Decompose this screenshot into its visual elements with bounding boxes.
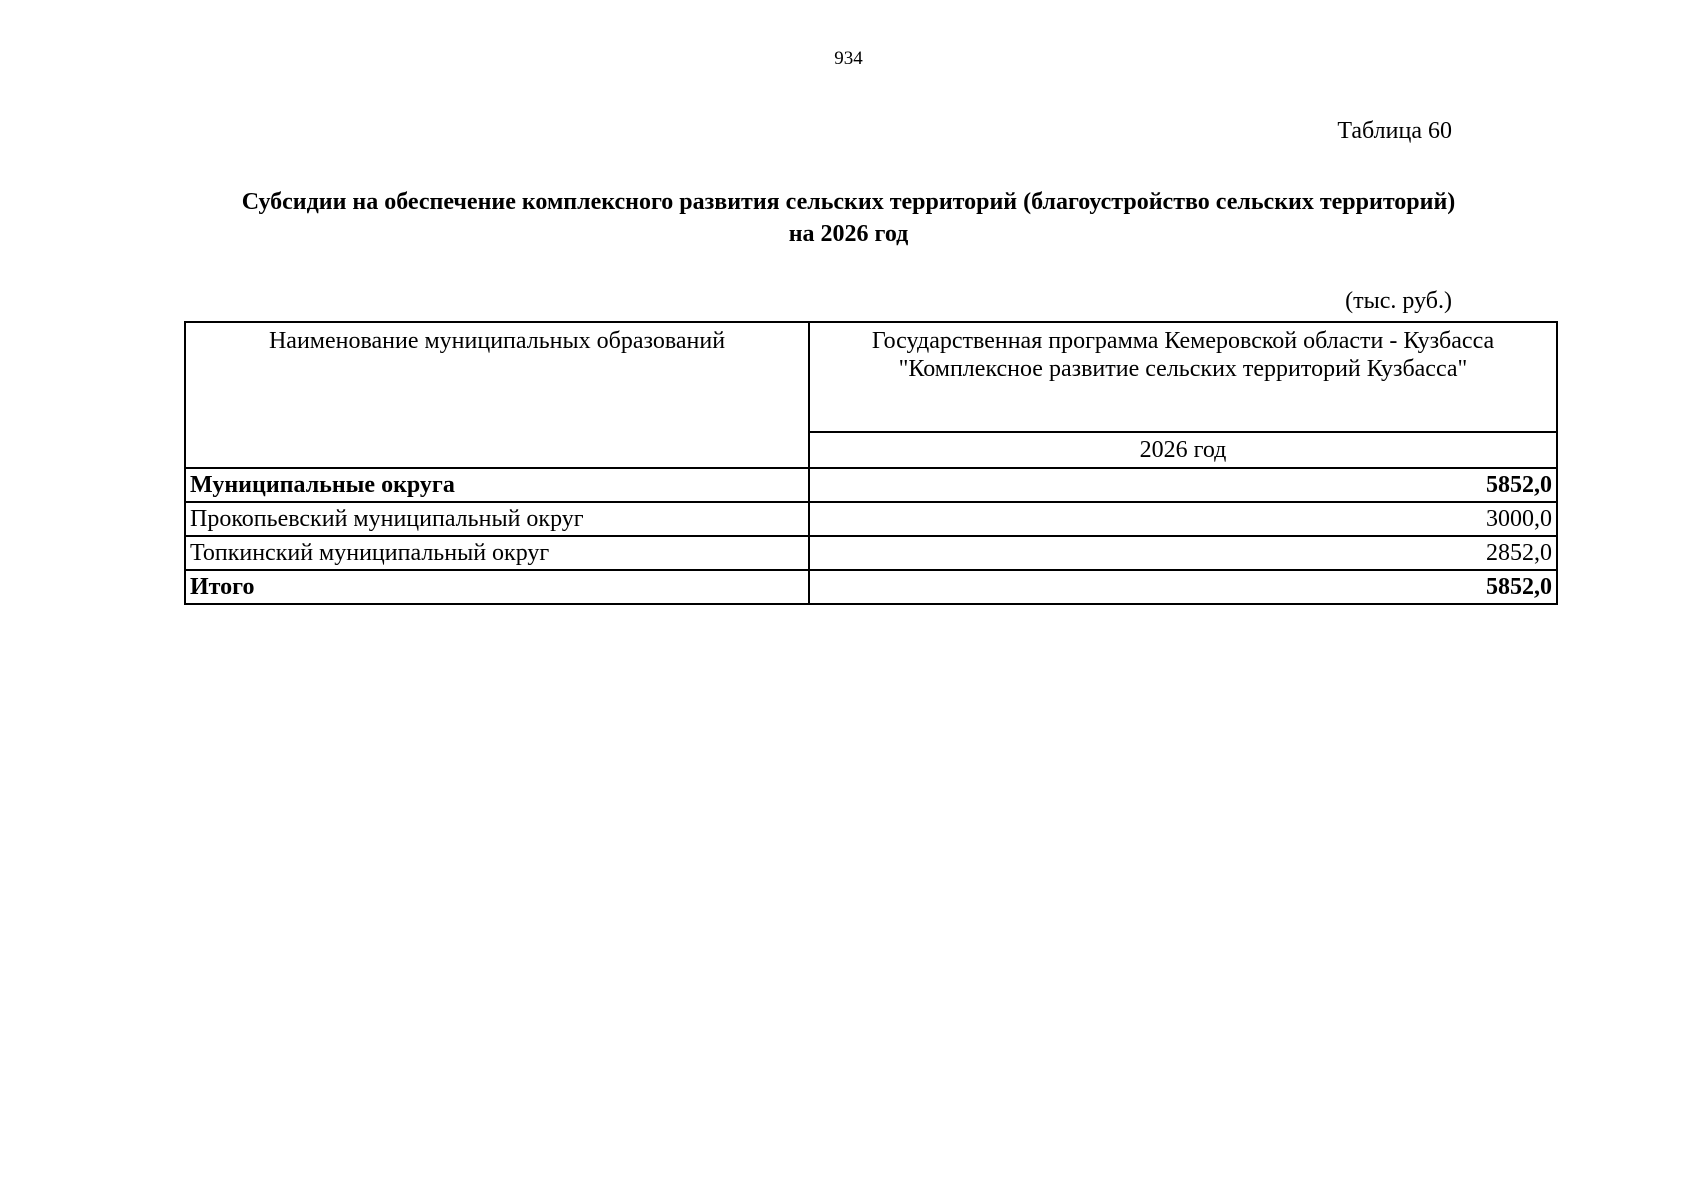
row-name: Топкинский муниципальный округ (185, 536, 809, 570)
header-row (185, 322, 1557, 432)
table-row (185, 502, 1557, 536)
table-label: Таблица 60 (1337, 118, 1452, 144)
units-label: (тыс. руб.) (1345, 288, 1452, 314)
row-name: Прокопьевский муниципальный округ (185, 502, 809, 536)
table-row (185, 536, 1557, 570)
row-value: 2852,0 (809, 536, 1557, 570)
table-row-total (185, 570, 1557, 604)
page-number: 934 (834, 48, 863, 69)
header-municipality: Наименование муниципальных образований (185, 322, 809, 468)
title-line-2: на 2026 год (788, 221, 909, 247)
row-name: Муниципальные округа (185, 468, 809, 502)
table-row (185, 468, 1557, 502)
header-program-line-1: Государственная программа Кемеровской области - Кузбасса (871, 328, 1495, 354)
header-program-line-2: "Комплексное развитие сельских территорий Кузбасса" (898, 356, 1468, 382)
title-line-1: Субсидии на обеспечение комплексного развития сельских территорий (благоустройство сельских территорий) (241, 189, 1456, 215)
header-program (809, 322, 1557, 432)
subsidy-table (184, 321, 1558, 605)
document-title (150, 186, 1547, 250)
row-name: Итого (185, 570, 809, 604)
row-value: 5852,0 (809, 570, 1557, 604)
row-value: 3000,0 (809, 502, 1557, 536)
row-value: 5852,0 (809, 468, 1557, 502)
header-year: 2026 год (809, 432, 1557, 469)
